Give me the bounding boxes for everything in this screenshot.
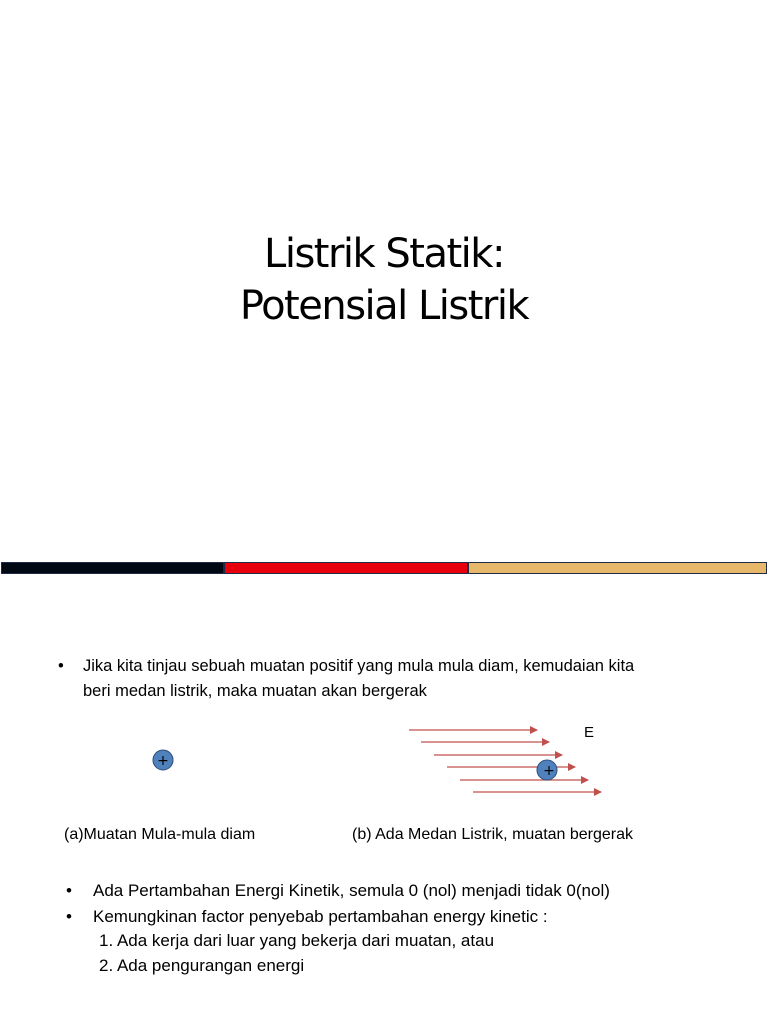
charge-moving <box>537 760 557 780</box>
charge-at-rest <box>153 750 173 770</box>
caption-a: (a)Muatan Mula-mula diam <box>64 826 256 843</box>
field-arrows <box>409 730 601 792</box>
intro-bullet-line-1: Jika kita tinjau sebuah muatan positif yang mula mula diam, kemudaian kita <box>83 657 635 675</box>
bullet-marker: • <box>66 881 72 900</box>
bullet-text: Ada Pertambahan Energi Kinetik, semula 0 (nol) menjadi tidak 0(nol) <box>93 881 610 900</box>
sub-item-1: 1. Ada kerja dari luar yang bekerja dari muatan, atau <box>99 931 495 950</box>
title-line-2: Potensial Listrik <box>239 283 529 329</box>
bullet-marker: • <box>58 657 64 675</box>
bullet-marker: • <box>66 907 72 926</box>
charge-moving-symbol: + <box>543 763 555 779</box>
sub-item-2: 2. Ada pengurangan energi <box>99 956 305 975</box>
intro-bullet-line-2: beri medan listrik, maka muatan akan bergerak <box>83 682 427 700</box>
charge-at-rest-symbol: + <box>157 753 169 769</box>
bullet-text: Kemungkinan factor penyebab pertambahan energy kinetic : <box>93 907 548 926</box>
caption-b: (b) Ada Medan Listrik, muatan bergerak <box>352 826 634 843</box>
title-line-1: Listrik Statik: <box>264 231 504 277</box>
field-label: E <box>584 724 595 741</box>
